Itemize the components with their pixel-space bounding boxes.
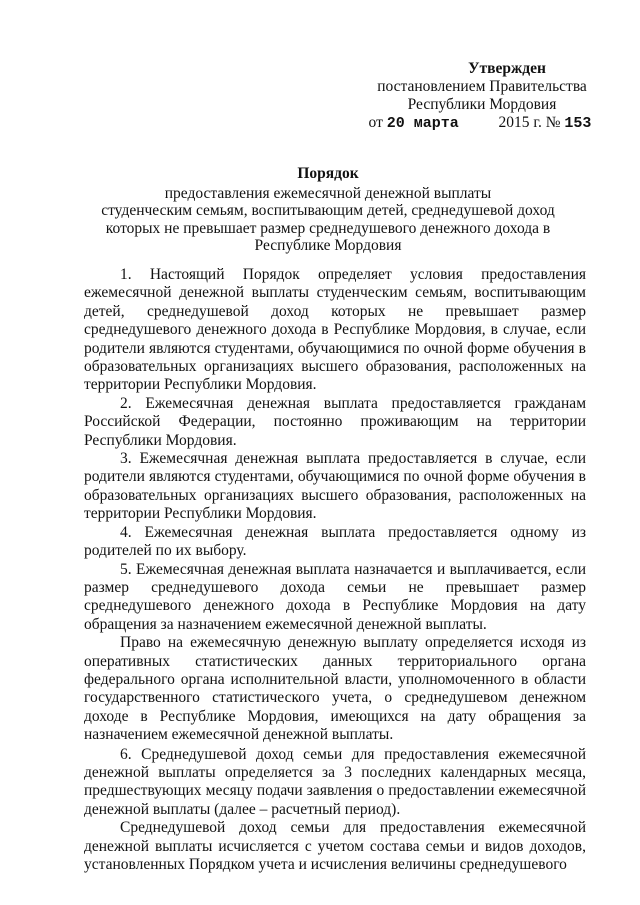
paragraph-2: 2. Ежемесячная денежная выплата предоставляется гражданам Российской Федерации, постоянно проживающим на территории Республики Мордовия. xyxy=(84,394,586,449)
subtitle-line: предоставления ежемесячной денежной выплаты xyxy=(164,184,492,202)
document-title: Порядок xyxy=(297,165,359,182)
paragraph-5: 5. Ежемесячная денежная выплата назначается и выплачивается, если размер среднедушевого дохода семьи не превышает размер среднедушевого денежного дохода в Республике Мордовия на дату обращения за назначением ежемесячной денежной выплаты. xyxy=(84,560,586,633)
paragraph-6: 6. Среднедушевой доход семьи для предоставления ежемесячной денежной выплаты определяется за 3 последних календарных месяца, предшествующих месяцу подачи заявления о предоставлении ежемесячной денежной выплаты (далее – расчетный период). xyxy=(84,745,586,818)
approval-heading: Утвержден xyxy=(468,60,546,77)
approval-line-2: Республики Мордовия xyxy=(407,96,557,113)
date-prefix: от xyxy=(368,114,383,131)
document-body xyxy=(84,266,586,874)
paragraph-3: 3. Ежемесячная денежная выплата предоставляется в случае, если родители являются студентами, обучающимися по очной форме обучения в образовательных организациях высшего образования, расположенных на территории Республики Мордовия. xyxy=(84,450,586,523)
document-number: 153 xyxy=(564,115,592,132)
approval-stamp xyxy=(368,60,592,133)
subtitle-line: Республике Мордовия xyxy=(254,237,402,254)
approval-line-1: постановлением Правительства xyxy=(377,78,587,95)
subtitle-line: которых не превышает размер среднедушевого денежного дохода в xyxy=(105,219,551,237)
approval-date-line xyxy=(368,114,592,133)
document-title-block xyxy=(80,165,576,255)
paragraph-5-continued: Право на ежемесячную денежную выплату определяется исходя из оперативных статистических данных территориального органа федерального органа исполнительной власти, уполномоченного в области государственного статистического учета, о среднедушевом денежном доходе в Республике Мордовия, имеющихся на дату обращения за назначением ежемесячной денежной выплаты. xyxy=(84,634,586,744)
paragraph-4: 4. Ежемесячная денежная выплата предоставляется одному из родителей по их выбору. xyxy=(84,523,586,560)
subtitle-line: студенческим семьям, воспитывающим детей, среднедушевой доход xyxy=(101,202,555,219)
date-value: 20 марта xyxy=(386,115,459,132)
paragraph-1: 1. Настоящий Порядок определяет условия предоставления ежемесячной денежной выплаты студенческим семьям, воспитывающим детей, среднедушевой доход которых не превышает размер среднедушевого денежного дохода в Республике Мордовия, в случае, если родители являются студентами, обучающимися по очной форме обучения в образовательных организациях высшего образования, расположенных на территории Республики Мордовия. xyxy=(84,266,586,394)
paragraph-6-continued: Среднедушевой доход семьи для предоставления ежемесячной денежной выплаты исчисляется с учетом состава семьи и видов доходов, установленных Порядком учета и исчисления величины среднедушевого xyxy=(84,819,586,873)
year-part: 2015 г. № xyxy=(498,114,561,131)
